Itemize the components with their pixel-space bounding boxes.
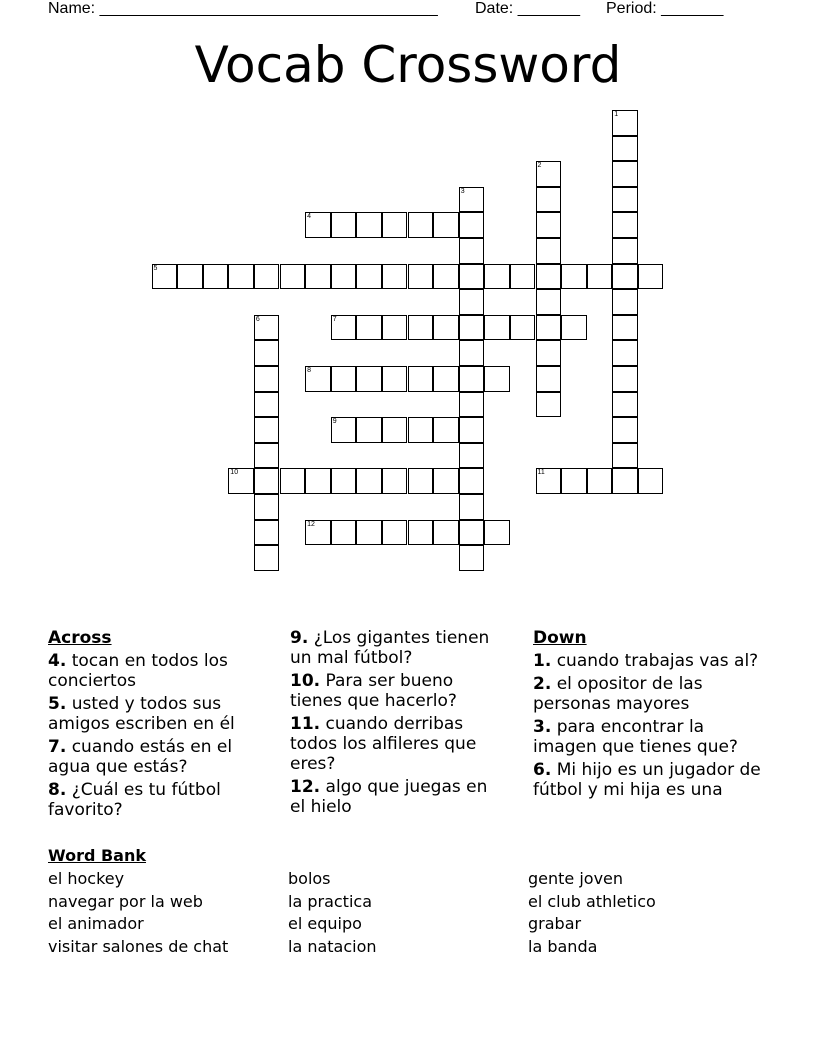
crossword-cell[interactable] — [459, 443, 485, 469]
crossword-cell[interactable] — [408, 315, 434, 341]
word-bank-item: grabar — [528, 914, 582, 933]
crossword-cell[interactable] — [459, 340, 485, 366]
word-bank-heading: Word Bank — [48, 846, 147, 865]
crossword-cell[interactable] — [459, 366, 485, 392]
clue-number: 12 — [307, 520, 315, 528]
name-field[interactable]: Name: ______________________________________ — [48, 0, 438, 17]
crossword-cell[interactable] — [484, 264, 510, 290]
crossword-cell[interactable] — [305, 520, 331, 546]
crossword-cell[interactable] — [254, 545, 280, 571]
crossword-cell[interactable] — [561, 264, 587, 290]
word-bank-item: navegar por la web — [48, 891, 203, 911]
crossword-cell[interactable] — [561, 468, 587, 494]
crossword-cell[interactable] — [356, 315, 382, 341]
clue-down-6: 6. Mi hijo es un jugador de fútbol y mi hija es una — [533, 760, 761, 800]
crossword-cell[interactable] — [152, 264, 178, 290]
crossword-cell[interactable] — [280, 468, 306, 494]
crossword-cell[interactable] — [536, 289, 562, 315]
crossword-cell[interactable] — [536, 161, 562, 187]
word-bank-item: el equipo — [288, 914, 362, 933]
crossword-cell[interactable] — [459, 468, 485, 494]
crossword-cell[interactable] — [356, 468, 382, 494]
crossword-cell[interactable] — [254, 417, 280, 443]
page-title: Vocab Crossword — [194, 36, 622, 94]
crossword-cell[interactable] — [331, 212, 357, 238]
crossword-cell[interactable] — [408, 520, 434, 546]
crossword-cell[interactable] — [305, 366, 331, 392]
crossword-cell[interactable] — [433, 520, 459, 546]
crossword-cell[interactable] — [305, 468, 331, 494]
clue-across-5: 5. usted y todos sus amigos escriben en él — [48, 694, 235, 734]
crossword-cell[interactable] — [408, 468, 434, 494]
crossword-cell[interactable] — [459, 238, 485, 264]
crossword-cell[interactable] — [612, 161, 638, 187]
clue-number: 9 — [332, 418, 337, 426]
clue-down-3: 3. para encontrar la imagen que tienes que? — [533, 717, 738, 757]
clue-across-8: 8. ¿Cuál es tu fútbol favorito? — [48, 780, 221, 820]
crossword-cell[interactable] — [612, 392, 638, 418]
crossword-cell[interactable] — [228, 264, 254, 290]
word-bank-item: el animador — [48, 914, 144, 933]
clue-across-10: 10. Para ser bueno tienes que hacerlo? — [290, 671, 457, 711]
clue-across-7: 7. cuando estás en el agua que estás? — [48, 737, 233, 777]
clue-across-9: 9. ¿Los gigantes tienen un mal fútbol? — [290, 628, 490, 668]
crossword-cell[interactable] — [433, 212, 459, 238]
crossword-cell[interactable] — [459, 417, 485, 443]
word-bank-column-1 — [48, 868, 228, 958]
word-bank-item: la natacion — [288, 936, 377, 956]
clue-across-12: 12. algo que juegas en el hielo — [290, 777, 488, 817]
crossword-cell[interactable] — [254, 315, 280, 341]
word-bank-item: bolos — [288, 869, 331, 888]
crossword-cell[interactable] — [484, 366, 510, 392]
crossword-cell[interactable] — [612, 136, 638, 162]
clue-across-11: 11. cuando derribas todos los alfileres que eres? — [290, 714, 477, 774]
crossword-cell[interactable] — [612, 340, 638, 366]
word-bank-item: el hockey — [48, 869, 125, 888]
crossword-cell[interactable] — [177, 264, 203, 290]
crossword-cell[interactable] — [254, 366, 280, 392]
crossword-cell[interactable] — [254, 340, 280, 366]
clue-number: 3 — [460, 187, 465, 195]
across-clues-continued — [290, 628, 505, 820]
crossword-cell[interactable] — [612, 238, 638, 264]
crossword-cell[interactable] — [382, 520, 408, 546]
crossword-cell[interactable] — [331, 417, 357, 443]
clue-number: 8 — [307, 367, 311, 374]
crossword-cell[interactable] — [612, 212, 638, 238]
crossword-cell[interactable] — [536, 315, 562, 341]
crossword-cell[interactable] — [382, 468, 408, 494]
clue-number: 7 — [332, 315, 337, 323]
crossword-cell[interactable] — [254, 494, 280, 520]
crossword-cell[interactable] — [305, 264, 331, 290]
crossword-cell[interactable] — [356, 212, 382, 238]
crossword-cell[interactable] — [433, 366, 459, 392]
crossword-cell[interactable] — [433, 468, 459, 494]
crossword-cell[interactable] — [408, 417, 434, 443]
crossword-cell[interactable] — [587, 468, 613, 494]
crossword-cell[interactable] — [510, 315, 536, 341]
word-bank-item: la banda — [528, 936, 598, 956]
crossword-cell[interactable] — [561, 315, 587, 341]
crossword-cell[interactable] — [536, 212, 562, 238]
crossword-cell[interactable] — [433, 315, 459, 341]
crossword-cell[interactable] — [612, 289, 638, 315]
crossword-cell[interactable] — [612, 417, 638, 443]
crossword-cell[interactable] — [331, 520, 357, 546]
crossword-cell[interactable] — [459, 264, 485, 290]
crossword-cell[interactable] — [331, 264, 357, 290]
crossword-cell[interactable] — [459, 289, 485, 315]
clue-number: 5 — [153, 264, 158, 272]
crossword-cell[interactable] — [459, 520, 485, 546]
crossword-cell[interactable] — [305, 212, 331, 238]
crossword-cell[interactable] — [536, 264, 562, 290]
period-field[interactable]: Period: _______ — [606, 0, 724, 17]
across-heading: Across — [48, 628, 112, 648]
crossword-cell[interactable] — [203, 264, 229, 290]
word-bank-item: la practica — [288, 891, 372, 911]
crossword-cell[interactable] — [356, 366, 382, 392]
crossword-cell[interactable] — [331, 315, 357, 341]
clue-number: 4 — [307, 213, 311, 221]
word-bank-column-2 — [288, 868, 377, 958]
down-heading: Down — [533, 628, 587, 648]
crossword-cell[interactable] — [382, 212, 408, 238]
crossword-cell[interactable] — [484, 315, 510, 341]
crossword-cell[interactable] — [459, 315, 485, 341]
word-bank-item: visitar salones de chat — [48, 936, 229, 956]
crossword-cell[interactable] — [408, 212, 434, 238]
crossword-cell[interactable] — [612, 366, 638, 392]
crossword-cell[interactable] — [382, 366, 408, 392]
clue-number: 10 — [230, 469, 239, 477]
crossword-cell[interactable] — [254, 520, 280, 546]
crossword-cell[interactable] — [356, 417, 382, 443]
crossword-cell[interactable] — [510, 264, 536, 290]
crossword-cell[interactable] — [612, 187, 638, 213]
crossword-cell[interactable] — [331, 468, 357, 494]
word-bank-item: el club athletico — [528, 891, 656, 911]
crossword-cell[interactable] — [484, 520, 510, 546]
crossword-cell[interactable] — [459, 545, 485, 571]
word-bank-column-3 — [528, 868, 656, 958]
crossword-cell[interactable] — [536, 238, 562, 264]
date-field[interactable]: Date: _______ — [475, 0, 580, 17]
crossword-cell[interactable] — [612, 315, 638, 341]
crossword-cell[interactable] — [612, 443, 638, 469]
crossword-cell[interactable] — [587, 264, 613, 290]
crossword-cell[interactable] — [408, 366, 434, 392]
crossword-cell[interactable] — [254, 392, 280, 418]
clue-number: 6 — [255, 315, 260, 323]
crossword-cell[interactable] — [280, 264, 306, 290]
clue-number: 1 — [614, 111, 619, 118]
crossword-cell[interactable] — [356, 520, 382, 546]
crossword-cell[interactable] — [254, 468, 280, 494]
crossword-cell[interactable] — [433, 264, 459, 290]
crossword-cell[interactable] — [254, 264, 280, 290]
crossword-cell[interactable] — [228, 468, 254, 494]
across-clues — [48, 628, 258, 823]
crossword-cell[interactable] — [536, 187, 562, 213]
crossword-cell[interactable] — [382, 264, 408, 290]
crossword-cell[interactable] — [459, 212, 485, 238]
crossword-cell[interactable] — [536, 340, 562, 366]
crossword-cell[interactable] — [356, 264, 382, 290]
crossword-cell[interactable] — [433, 417, 459, 443]
crossword-cell[interactable] — [382, 315, 408, 341]
crossword-cell[interactable] — [382, 417, 408, 443]
crossword-cell[interactable] — [536, 468, 562, 494]
crossword-cell[interactable] — [459, 494, 485, 520]
crossword-cell[interactable] — [612, 110, 638, 136]
clue-down-1: 1. cuando trabajas vas al? — [533, 651, 759, 671]
crossword-cell[interactable] — [408, 264, 434, 290]
down-clues — [533, 628, 768, 803]
crossword-cell[interactable] — [254, 443, 280, 469]
crossword-cell[interactable] — [612, 264, 638, 290]
crossword-cell[interactable] — [459, 392, 485, 418]
crossword-cell[interactable] — [536, 392, 562, 418]
crossword-cell[interactable] — [612, 468, 638, 494]
clue-down-2: 2. el opositor de las personas mayores — [533, 674, 703, 714]
crossword-cell[interactable] — [536, 366, 562, 392]
crossword-cell[interactable] — [331, 366, 357, 392]
crossword-cell[interactable] — [638, 468, 664, 494]
clue-number: 2 — [537, 162, 542, 170]
clue-number: 11 — [537, 469, 545, 477]
clue-across-4: 4. tocan en todos los conciertos — [48, 651, 228, 691]
crossword-cell[interactable] — [459, 187, 485, 213]
crossword-cell[interactable] — [638, 264, 664, 290]
word-bank-item: gente joven — [528, 869, 624, 888]
